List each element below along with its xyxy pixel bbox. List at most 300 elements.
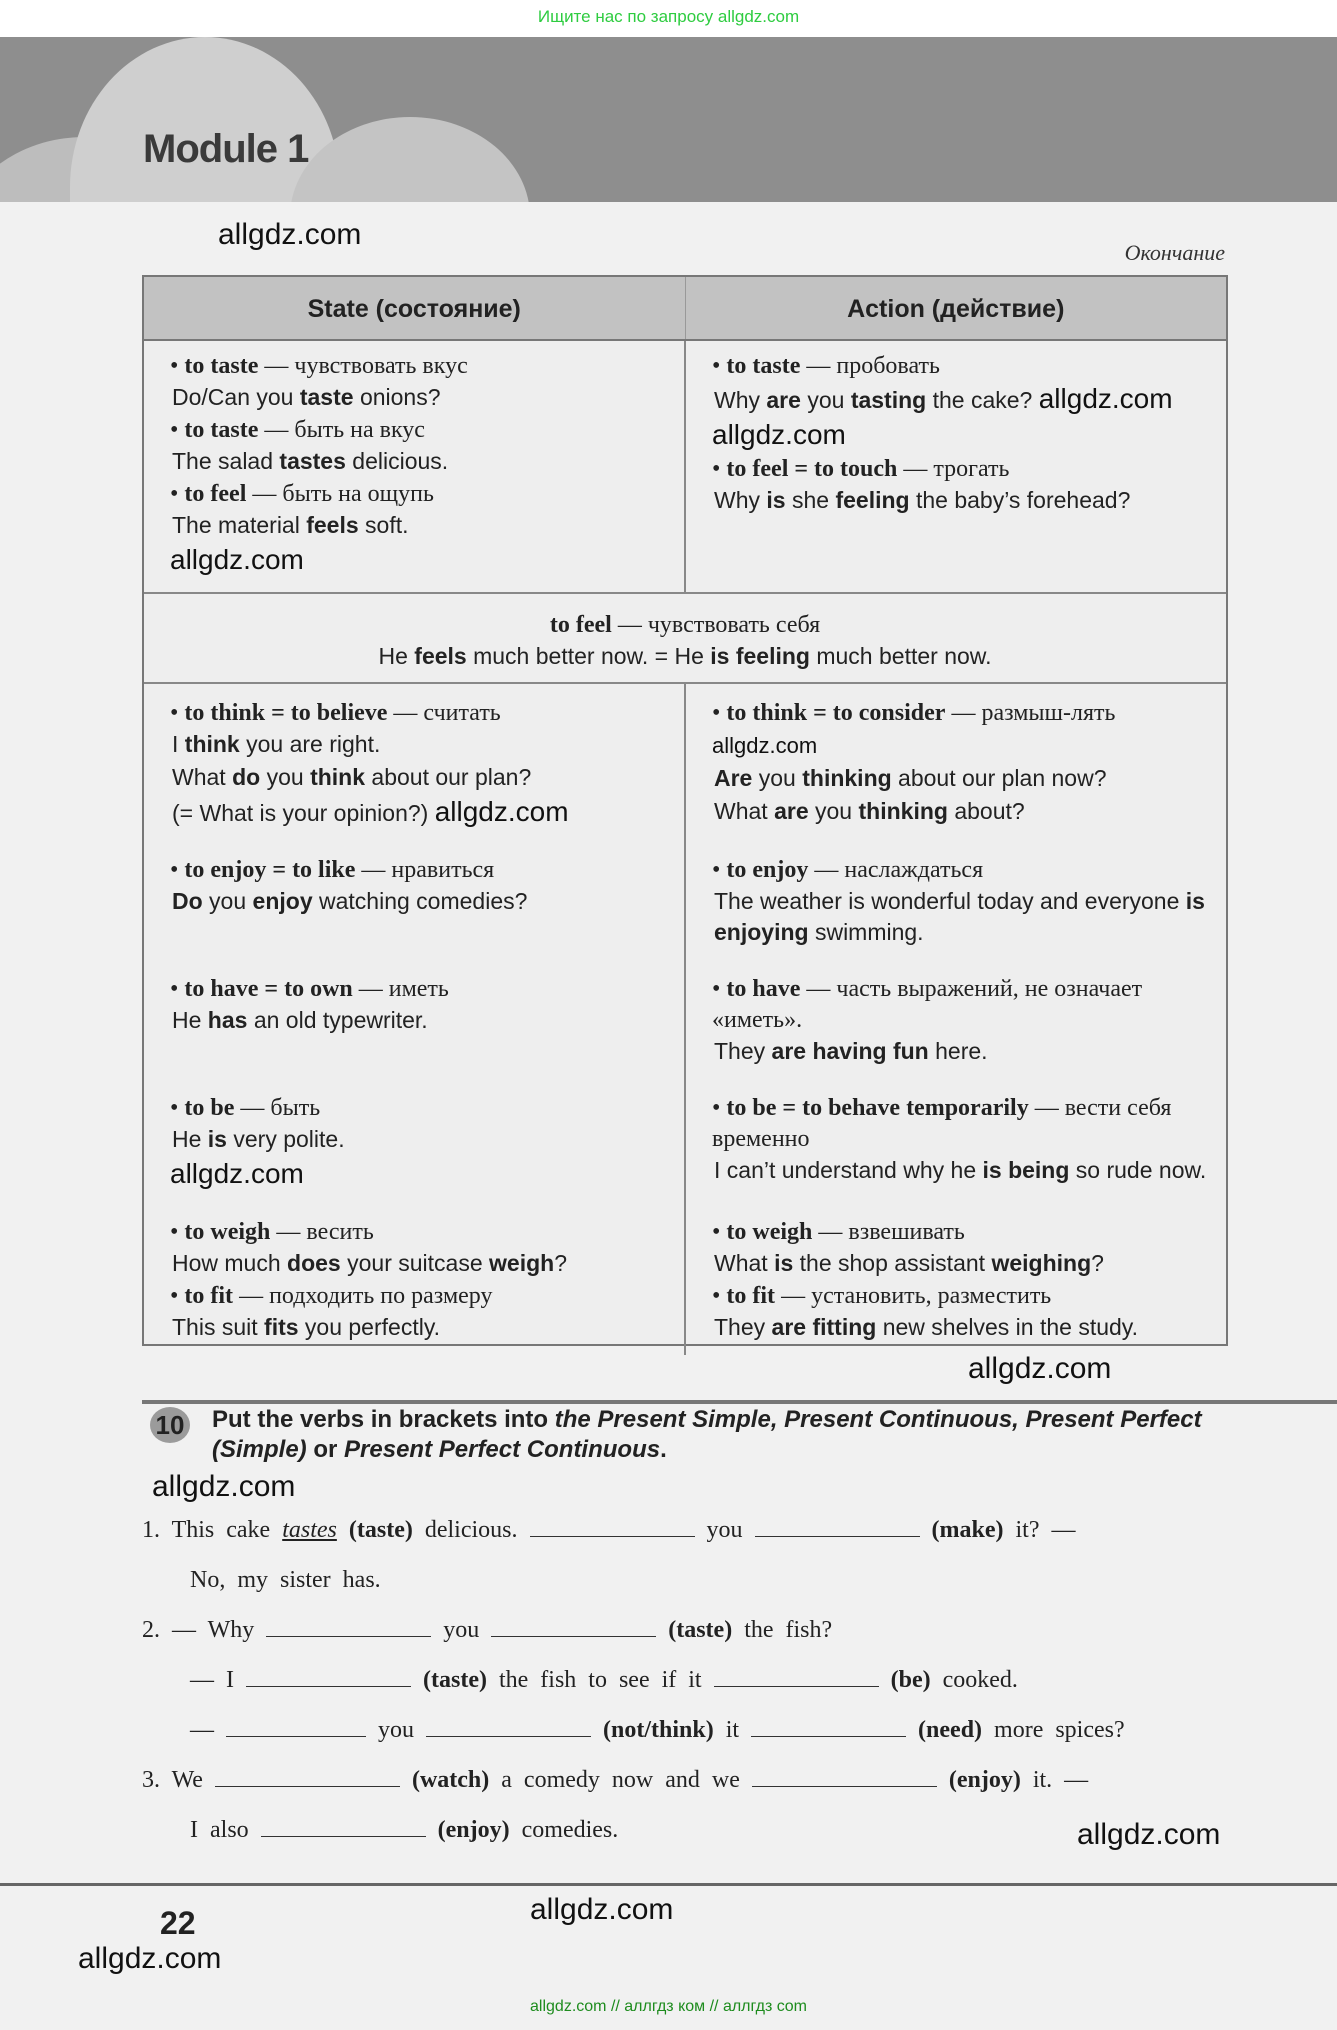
text: I: [172, 731, 185, 757]
entry-example: [170, 510, 670, 541]
text: you: [752, 765, 803, 791]
text: more spices?: [982, 1717, 1125, 1743]
text: •: [170, 1095, 185, 1121]
text: — наслаждаться: [808, 857, 984, 883]
bold-text: to weigh: [184, 1219, 271, 1245]
entry-example: [170, 1312, 670, 1343]
text: soft.: [358, 512, 409, 538]
text: — нравиться: [355, 857, 495, 883]
text: •: [712, 1219, 727, 1245]
text: •: [712, 1095, 727, 1121]
entry-example: [170, 1248, 670, 1279]
bold-text: is feeling: [710, 643, 810, 669]
text: onions?: [353, 384, 441, 410]
entry-term: [712, 351, 1212, 382]
exercise-lines: [142, 1510, 1232, 1860]
answer-blank[interactable]: [426, 1711, 591, 1737]
table-entry: [170, 351, 670, 413]
bold-text: feels: [414, 643, 467, 669]
answer-blank[interactable]: [261, 1811, 426, 1837]
watermark: allgdz.com: [1077, 1818, 1221, 1851]
page-number: 22: [160, 1905, 196, 1941]
text: •: [170, 353, 185, 379]
state-cell: [144, 684, 686, 851]
exercise-line: [142, 1810, 1232, 1860]
text: He: [172, 1126, 208, 1152]
bold-text: to be = to behave temporarily: [726, 1095, 1029, 1121]
text: ?: [1091, 1250, 1104, 1276]
table-entry: [712, 351, 1212, 416]
state-cell: [144, 970, 686, 1089]
table-entry: [712, 974, 1212, 1067]
text: •: [170, 700, 185, 726]
text: you: [694, 1517, 755, 1543]
answer-blank[interactable]: [215, 1761, 400, 1787]
text: [920, 1517, 932, 1543]
text: What: [714, 798, 775, 824]
text: you perfectly.: [298, 1314, 441, 1340]
text: tastes: [282, 1517, 337, 1543]
text: you are right.: [239, 731, 381, 757]
text: an old typewriter.: [247, 1007, 428, 1033]
table-entry: [712, 1281, 1212, 1343]
text: [937, 1767, 949, 1793]
feel-row: [144, 592, 1226, 684]
watermark: allgdz.com: [170, 544, 304, 575]
text: [337, 1517, 349, 1543]
text: delicious.: [345, 448, 449, 474]
text: The weather is wonderful today and everyone: [714, 888, 1186, 914]
table-entry: [712, 698, 1212, 794]
entry-term: [170, 415, 670, 446]
divider: [142, 1400, 1337, 1404]
text: This suit: [172, 1314, 265, 1340]
text: a comedy now and we: [489, 1767, 752, 1793]
state-cell: [144, 1213, 686, 1355]
header-action: Action (действие): [847, 295, 1065, 323]
text: here.: [928, 1038, 988, 1064]
text: — весить: [270, 1219, 374, 1245]
text: I also: [142, 1817, 261, 1843]
bold-text: to weigh: [726, 1219, 813, 1245]
text: you: [431, 1617, 492, 1643]
entry-term: [170, 479, 670, 510]
bold-text: to taste: [184, 353, 259, 379]
text: •: [712, 456, 727, 482]
instr-text: Put the verbs in brackets into: [212, 1406, 555, 1433]
text: she: [785, 487, 836, 513]
bold-text: is being: [982, 1157, 1070, 1183]
text: He: [378, 643, 415, 669]
entry-term: [170, 351, 670, 382]
text: the fish?: [732, 1617, 833, 1643]
bold-text: tastes: [279, 448, 346, 474]
text: — считать: [387, 700, 501, 726]
entry-term: [712, 855, 1212, 886]
entry-example: [170, 762, 670, 793]
table-row: [144, 1213, 1226, 1355]
bold-text: (enjoy): [437, 1817, 510, 1843]
state-cell: [144, 1089, 686, 1213]
bold-text: has: [207, 1007, 248, 1033]
text: you: [800, 387, 851, 413]
text: Why: [714, 387, 767, 413]
instr-tenses: the Present Simple, Present Continuous, Present Perfect (Simple): [212, 1406, 1202, 1463]
text: — быть на ощупь: [246, 481, 434, 507]
table-entry: [712, 454, 1212, 516]
feel-term: [144, 610, 1226, 641]
entry-example: [712, 382, 1212, 416]
answer-blank[interactable]: [226, 1711, 366, 1737]
text: — часть выражений, не означает «иметь».: [712, 976, 1143, 1033]
text: the shop assistant: [793, 1250, 992, 1276]
bold-text: to think = to believe: [184, 700, 388, 726]
bold-text: (taste): [348, 1517, 413, 1543]
table-entry: [170, 974, 670, 1036]
bold-text: is: [207, 1126, 227, 1152]
bold-text: to feel = to touch: [726, 456, 898, 482]
table-row: [144, 684, 1226, 851]
bold-text: are having: [771, 1038, 887, 1064]
text: [426, 1817, 438, 1843]
bold-text: think: [310, 764, 366, 790]
watermark: allgdz.com: [712, 419, 846, 450]
text: Do/Can you: [172, 384, 300, 410]
text: What: [172, 764, 233, 790]
entry-example: [712, 1312, 1212, 1343]
exercise-line: [142, 1760, 1232, 1810]
text: •: [712, 857, 727, 883]
bold-text: feels: [306, 512, 359, 538]
bold-text: to fit: [726, 1283, 776, 1309]
entry-term: [712, 1217, 1212, 1248]
text: about?: [947, 798, 1025, 824]
state-action-table: [142, 275, 1228, 1346]
table-entry: [170, 415, 670, 477]
table-entry: [170, 479, 670, 541]
text: — чувствовать вкус: [258, 353, 468, 379]
entry-term: [712, 1281, 1212, 1312]
entry-term: [712, 454, 1212, 485]
text: comedies.: [509, 1817, 619, 1843]
text: [411, 1667, 423, 1693]
bold-text: do: [232, 764, 261, 790]
bold-text: (taste): [668, 1617, 733, 1643]
text: — взвешивать: [812, 1219, 965, 1245]
text: — чувствовать себя: [611, 612, 821, 638]
watermark: allgdz.com: [218, 218, 362, 251]
table-row: [144, 970, 1226, 1089]
exercise-10: [142, 1405, 1237, 1465]
action-cell: [686, 341, 1226, 592]
bold-text: taste: [299, 384, 354, 410]
text: —: [142, 1717, 226, 1743]
text: — быть на вкус: [258, 417, 425, 443]
text: you: [260, 764, 311, 790]
text: the baby’s forehead?: [909, 487, 1131, 513]
entry-example: [712, 485, 1212, 516]
bold-text: Are: [714, 765, 753, 791]
exercise-line: [142, 1560, 1232, 1610]
exercise-line: [142, 1510, 1232, 1560]
pairs-section: [144, 684, 1226, 1355]
instr-text: .: [660, 1436, 667, 1463]
text: the fish to see if it: [486, 1667, 714, 1693]
answer-blank[interactable]: [752, 1761, 937, 1787]
text: — размыш-лять: [945, 700, 1116, 726]
bold-text: are: [766, 387, 801, 413]
text: very polite.: [226, 1126, 345, 1152]
bold-text: to have: [726, 976, 801, 1002]
bold-text: to taste: [184, 417, 259, 443]
bold-text: to enjoy: [726, 857, 809, 883]
table-entry: [170, 1217, 670, 1279]
entry-term: [170, 974, 670, 1005]
entry-example: [712, 1248, 1212, 1279]
entry-term: [170, 1093, 670, 1124]
exercise-instructions: [142, 1405, 1237, 1465]
entry-term: [170, 1281, 670, 1312]
text: How much: [172, 1250, 288, 1276]
action-cell: [686, 851, 1226, 970]
entry-example: [712, 886, 1212, 948]
text: [879, 1667, 891, 1693]
bold-text: tasting: [850, 387, 927, 413]
top-banner: Ищите нас по запросу allgdz.com: [0, 0, 1337, 37]
table-row: [144, 851, 1226, 970]
entry-term: [712, 698, 1212, 763]
text: it? —: [1003, 1517, 1076, 1543]
header-state: State (состояние): [144, 277, 686, 339]
bold-text: does: [287, 1250, 341, 1276]
text: — подходить по размеру: [233, 1283, 493, 1309]
answer-blank[interactable]: [755, 1511, 920, 1537]
text: it: [713, 1717, 752, 1743]
text: the cake?: [926, 387, 1033, 413]
bold-text: think: [184, 731, 240, 757]
bold-text: (make): [931, 1517, 1004, 1543]
entry-term: [712, 1093, 1212, 1155]
answer-blank[interactable]: [714, 1661, 879, 1687]
text: I can’t understand why he: [714, 1157, 983, 1183]
text: it. —: [1020, 1767, 1089, 1793]
entry-example: [170, 795, 670, 829]
entry-term: [170, 1217, 670, 1248]
answer-blank[interactable]: [530, 1511, 695, 1537]
text: — I: [142, 1667, 246, 1693]
table-entry: [170, 795, 670, 829]
watermark: allgdz.com: [434, 796, 569, 827]
entry-term: [170, 855, 670, 886]
table-entry: [712, 796, 1212, 827]
watermark: allgdz.com: [170, 1158, 304, 1189]
exercise-line: [142, 1710, 1232, 1760]
state-cell: [144, 341, 686, 592]
text: — быть: [234, 1095, 321, 1121]
bold-text: (enjoy): [948, 1767, 1021, 1793]
bold-text: is enjoying: [714, 888, 1205, 945]
text: — вести себя временно: [712, 1095, 1172, 1152]
bold-text: to think = to consider: [726, 700, 946, 726]
text: •: [170, 976, 185, 1002]
text: Why: [714, 487, 767, 513]
text: •: [170, 481, 185, 507]
table-entry: [712, 855, 1212, 948]
table-entry: [170, 762, 670, 793]
text: The salad: [172, 448, 280, 474]
entry-example: [170, 886, 670, 917]
bold-text: (need): [918, 1717, 983, 1743]
text: •: [712, 1283, 727, 1309]
table-entry: [170, 855, 670, 917]
text: He: [172, 1007, 208, 1033]
bold-text: to feel: [549, 612, 612, 638]
exercise-number: 10: [150, 1407, 190, 1443]
text: No, my sister has.: [142, 1567, 381, 1593]
text: 2. — Why: [142, 1617, 267, 1643]
text: watching comedies?: [312, 888, 528, 914]
exercise-line: [142, 1660, 1232, 1710]
entry-example: [712, 1036, 1212, 1067]
bold-text: to feel: [184, 481, 247, 507]
text: (= What is your opinion?): [172, 800, 429, 826]
action-cell: [686, 970, 1226, 1089]
bold-text: to be: [184, 1095, 235, 1121]
text: •: [712, 700, 727, 726]
bold-text: (be): [890, 1667, 931, 1693]
state-cell: [144, 851, 686, 970]
watermark: allgdz.com: [712, 733, 818, 758]
answer-blank[interactable]: [266, 1611, 431, 1637]
table-entry: [170, 1093, 670, 1155]
text: •: [170, 1283, 185, 1309]
bold-text: weigh: [489, 1250, 555, 1276]
text: about our plan?: [365, 764, 532, 790]
bold-text: thinking: [802, 765, 892, 791]
text: [400, 1767, 412, 1793]
text: •: [170, 857, 185, 883]
text: — трогать: [897, 456, 1010, 482]
answer-blank[interactable]: [491, 1611, 656, 1637]
bold-text: are fitting: [771, 1314, 877, 1340]
table-entry: [712, 1093, 1212, 1186]
watermark: allgdz.com: [530, 1893, 674, 1926]
footer-divider: [0, 1883, 1337, 1886]
table-entry: [712, 1217, 1212, 1279]
action-cell: [686, 1213, 1226, 1355]
bold-text: to taste: [726, 353, 801, 379]
entry-example: [712, 1155, 1212, 1186]
bold-text: thinking: [858, 798, 948, 824]
text: [591, 1717, 603, 1743]
text: cooked.: [930, 1667, 1018, 1693]
text: — установить, разместить: [775, 1283, 1052, 1309]
text: you: [808, 798, 859, 824]
feel-example: [144, 641, 1226, 672]
text: They: [714, 1314, 772, 1340]
text: What: [714, 1250, 775, 1276]
bold-text: to fit: [184, 1283, 234, 1309]
text: much better now. = He: [466, 643, 711, 669]
watermark: allgdz.com: [78, 1942, 222, 1975]
bold-text: are: [774, 798, 809, 824]
bold-text: feeling: [835, 487, 910, 513]
text: ?: [554, 1250, 567, 1276]
instr-text: or: [306, 1436, 345, 1463]
bold-text: fun: [886, 1038, 929, 1064]
text: •: [712, 976, 727, 1002]
table-row: [144, 1089, 1226, 1213]
entry-example: [712, 796, 1212, 827]
entry-example: [170, 1124, 670, 1155]
watermark: allgdz.com: [968, 1352, 1112, 1385]
bold-text: to have = to own: [184, 976, 353, 1002]
text: you: [202, 888, 253, 914]
entry-example: [170, 446, 670, 477]
answer-blank[interactable]: [751, 1711, 906, 1737]
text: new shelves in the study.: [876, 1314, 1138, 1340]
bold-text: is: [774, 1250, 794, 1276]
text: so rude now.: [1069, 1157, 1207, 1183]
text: They: [714, 1038, 772, 1064]
text: •: [170, 1219, 185, 1245]
text: 1. This cake: [142, 1517, 283, 1543]
action-cell: [686, 684, 1226, 851]
text: about our plan now?: [891, 765, 1107, 791]
entry-example: [170, 1005, 670, 1036]
watermark: allgdz.com: [152, 1470, 296, 1503]
entry-example: [170, 382, 670, 413]
bold-text: (not/think): [603, 1717, 714, 1743]
bold-text: (taste): [423, 1667, 487, 1693]
bold-text: Do: [172, 888, 203, 914]
bold-text: weighing: [991, 1250, 1092, 1276]
answer-blank[interactable]: [246, 1661, 411, 1687]
bold-text: fits: [264, 1314, 299, 1340]
entry-term: [712, 974, 1212, 1036]
text: •: [712, 353, 727, 379]
text: delicious.: [412, 1517, 530, 1543]
ending-label: Окончание: [1124, 240, 1225, 265]
entry-example: [170, 729, 670, 760]
bold-text: enjoy: [252, 888, 313, 914]
text: 3. We: [142, 1767, 215, 1793]
text: you: [366, 1717, 426, 1743]
entry-term: [170, 698, 670, 729]
text: swimming.: [808, 919, 924, 945]
text: The material: [172, 512, 307, 538]
action-cell: [686, 1089, 1226, 1213]
exercise-line: [142, 1610, 1232, 1660]
entry-example: [712, 763, 1212, 794]
text: [906, 1717, 918, 1743]
module-header: [0, 37, 1337, 202]
watermark: allgdz.com: [1038, 383, 1173, 414]
table-entry: [170, 1281, 670, 1343]
text: [656, 1617, 668, 1643]
instr-tense: Present Perfect Continuous: [344, 1436, 661, 1463]
bold-text: (watch): [411, 1767, 490, 1793]
bold-text: is: [766, 487, 786, 513]
bottom-banner: allgdz.com // аллгдз ком // аллгдз com: [530, 1998, 807, 2015]
text: much better now.: [809, 643, 992, 669]
table-entry: [170, 698, 670, 760]
bold-text: to enjoy = to like: [184, 857, 356, 883]
module-title: Module 1: [143, 127, 309, 171]
text: — иметь: [352, 976, 449, 1002]
text: your suitcase: [340, 1250, 490, 1276]
text: — пробовать: [800, 353, 940, 379]
